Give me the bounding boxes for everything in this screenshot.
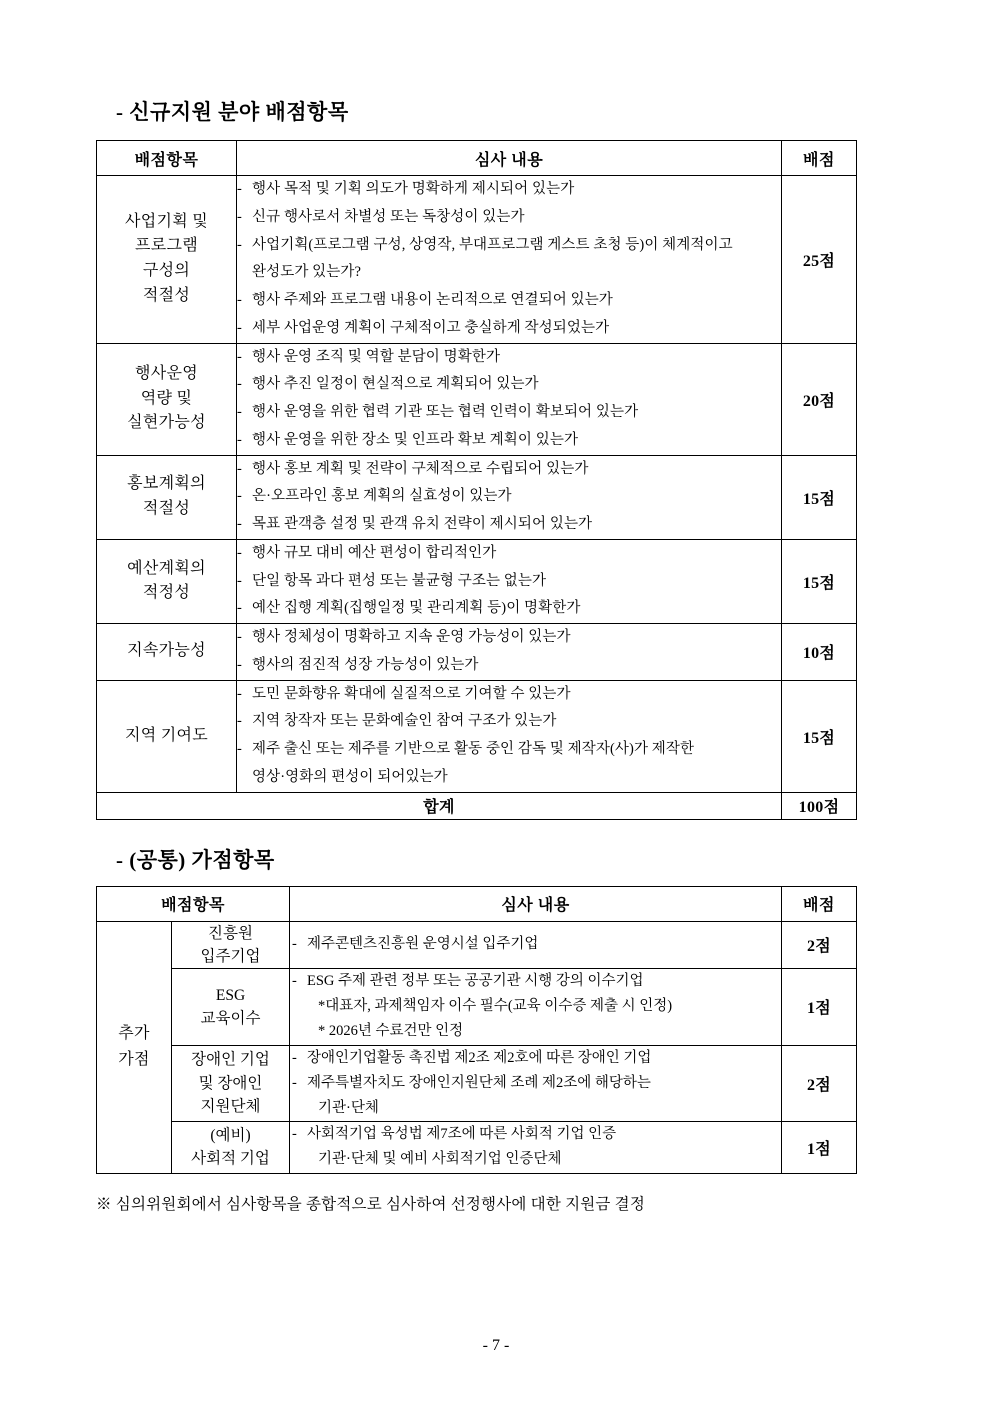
row-content (237, 680, 782, 792)
row-content (237, 455, 782, 539)
bonus-group-label: 추가 가점 (97, 921, 172, 1173)
row-category: 지속가능성 (97, 624, 237, 681)
row-category: 예산계획의 적정성 (97, 539, 237, 623)
list-item: - 제주콘텐츠진흥원 운영시설 입주기업 (290, 932, 781, 957)
row-category: 사업기획 및 프로그램 구성의 적절성 (97, 176, 237, 344)
bonus-score: 1점 (782, 969, 857, 1046)
bonus-score: 1점 (782, 1122, 857, 1173)
table-row (97, 455, 857, 539)
bonus-table (96, 886, 857, 1174)
list-item: - 세부 사업운영 계획이 구체적이고 충실하게 작성되었는가 (237, 315, 781, 343)
row-score: 10점 (782, 624, 857, 681)
list-item: - 예산 집행 계획(집행일정 및 관리계획 등)이 명확한가 (237, 595, 781, 623)
table-row (97, 680, 857, 792)
bonus-score: 2점 (782, 921, 857, 969)
page-number: - 7 - (482, 1337, 510, 1354)
list-item: - ESG 주제 관련 정부 또는 공공기관 시행 강의 이수기업 (290, 969, 781, 994)
table-row (97, 539, 857, 623)
row-content (237, 539, 782, 623)
bonus-column-header-category: 배점항목 (97, 886, 290, 921)
list-item: 기관·단체 및 예비 사회적기업 인증단체 (318, 1151, 562, 1168)
list-item: - 행사 추진 일정이 현실적으로 계획되어 있는가 (237, 371, 781, 399)
list-item: 영상·영화의 편성이 되어있는가 (252, 768, 448, 785)
list-item: - 행사 규모 대비 예산 편성이 합리적인가 (237, 540, 781, 568)
bonus-subcategory: (예비) 사회적 기업 (172, 1122, 290, 1173)
row-score: 15점 (782, 455, 857, 539)
list-item: - 온·오프라인 홍보 계획의 실효성이 있는가 (237, 483, 781, 511)
bonus-row (97, 1045, 857, 1122)
bonus-column-header-score: 배점 (782, 886, 857, 921)
table-header-row (97, 141, 857, 176)
list-item: 완성도가 있는가? (252, 264, 362, 281)
table-row (97, 624, 857, 681)
list-item: - 도민 문화향유 확대에 실질적으로 기여할 수 있는가 (237, 681, 781, 709)
footnote: ※ 심의위원회에서 심사항목을 종합적으로 심사하여 선정행사에 대한 지원금 결정 (96, 1195, 646, 1213)
bonus-content (290, 1045, 782, 1122)
row-score: 15점 (782, 539, 857, 623)
list-item: - 지역 창작자 또는 문화예술인 참여 구조가 있는가 (237, 708, 781, 736)
list-item: - 목표 관객층 설정 및 관객 유치 전략이 제시되어 있는가 (237, 511, 781, 539)
bonus-subcategory: 진흥원 입주기업 (172, 921, 290, 969)
total-label: 합계 (97, 792, 782, 819)
row-content (237, 343, 782, 455)
list-item: - 사업기획(프로그램 구성, 상영작, 부대프로그램 게스트 초청 등)이 체계적이고 (237, 232, 781, 260)
list-item: - 행사 홍보 계획 및 전략이 구체적으로 수립되어 있는가 (237, 456, 781, 484)
bonus-column-header-content: 심사 내용 (290, 886, 782, 921)
row-score: 15점 (782, 680, 857, 792)
table-total-row (97, 792, 857, 819)
bonus-content (290, 969, 782, 1046)
list-item: - 행사 운영을 위한 협력 기관 또는 협력 인력이 확보되어 있는가 (237, 399, 781, 427)
bonus-score: 2점 (782, 1045, 857, 1122)
bonus-content (290, 1122, 782, 1173)
bonus-subcategory: 장애인 기업 및 장애인 지원단체 (172, 1045, 290, 1122)
list-item: - 행사 목적 및 기획 의도가 명확하게 제시되어 있는가 (237, 176, 781, 204)
total-score: 100점 (782, 792, 857, 819)
list-item: - 제주 출신 또는 제주를 기반으로 활동 중인 감독 및 제작자(사)가 제작한 (237, 736, 781, 764)
row-score: 25점 (782, 176, 857, 344)
row-category: 지역 기여도 (97, 680, 237, 792)
list-item: - 제주특별자치도 장애인지원단체 조례 제2조에 해당하는 (290, 1071, 781, 1096)
row-score: 20점 (782, 343, 857, 455)
list-item: *대표자, 과제책임자 이수 필수(교육 이수증 제출 시 인정) (318, 998, 673, 1015)
row-content (237, 176, 782, 344)
column-header-category: 배점항목 (97, 141, 237, 176)
list-item: - 행사 운영 조직 및 역할 분담이 명확한가 (237, 344, 781, 372)
list-item: - 행사의 점진적 성장 가능성이 있는가 (237, 652, 781, 680)
row-category: 행사운영 역량 및 실현가능성 (97, 343, 237, 455)
bonus-content (290, 921, 782, 969)
bonus-header-row (97, 886, 857, 921)
row-category: 홍보계획의 적절성 (97, 455, 237, 539)
table-row (97, 176, 857, 344)
column-header-content: 심사 내용 (237, 141, 782, 176)
bonus-subcategory: ESG 교육이수 (172, 969, 290, 1046)
list-item: 기관·단체 (318, 1099, 379, 1116)
column-header-score: 배점 (782, 141, 857, 176)
bonus-row (97, 921, 857, 969)
bonus-row (97, 1122, 857, 1173)
list-item: * 2026년 수료건만 인정 (318, 1023, 464, 1040)
list-item: - 사회적기업 육성법 제7조에 따른 사회적 기업 인증 (290, 1122, 781, 1147)
list-item: - 장애인기업활동 촉진법 제2조 제2호에 따른 장애인 기업 (290, 1046, 781, 1071)
table-row (97, 343, 857, 455)
scoring-table (96, 140, 857, 820)
list-item: - 행사 운영을 위한 장소 및 인프라 확보 계획이 있는가 (237, 427, 781, 455)
row-content (237, 624, 782, 681)
list-item: - 단일 항목 과다 편성 또는 불균형 구조는 없는가 (237, 568, 781, 596)
list-item: - 행사 주제와 프로그램 내용이 논리적으로 연결되어 있는가 (237, 287, 781, 315)
heading-new-support: - 신규지원 분야 배점항목 (116, 100, 349, 124)
list-item: - 신규 행사로서 차별성 또는 독창성이 있는가 (237, 204, 781, 232)
heading-bonus-points: - (공통) 가점항목 (116, 847, 275, 872)
list-item: - 행사 정체성이 명확하고 지속 운영 가능성이 있는가 (237, 624, 781, 652)
bonus-row (97, 969, 857, 1046)
